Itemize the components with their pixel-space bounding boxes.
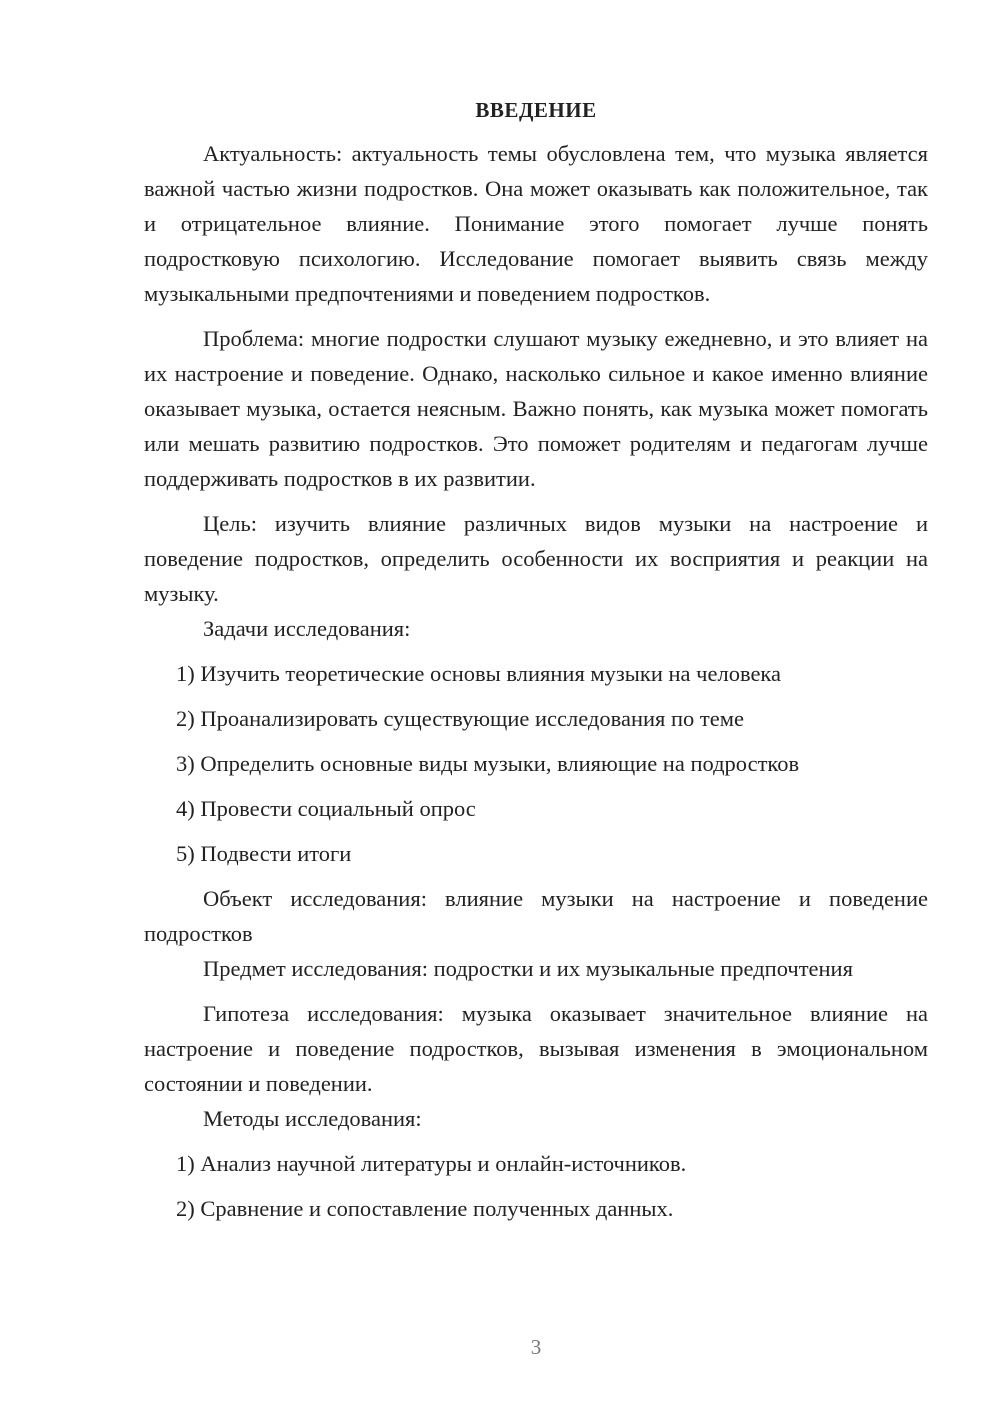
list-item: 2) Проанализировать существующие исследования по теме [176,706,744,731]
problem-paragraph: Проблема: многие подростки слушают музыку ежедневно, и это влияет на их настроение и поведение. Однако, насколько сильное и какое именно влияние оказывает музыка, остается неясным. Важно понять, как музыка может помогать или мешать развитию подростков. Это поможет родителям и педагогам лучше поддерживать подростков в их развитии. [144,326,928,491]
list-item: 1) Изучить теоретические основы влияния музыки на человека [176,661,782,686]
list-item: 1) Анализ научной литературы и онлайн-источников. [176,1151,687,1176]
goal-paragraph: Цель: изучить влияние различных видов музыки на настроение и поведение подростков, определить особенности их восприятия и реакции на музыку. [144,511,928,606]
hypothesis-paragraph: Гипотеза исследования: музыка оказывает значительное влияние на настроение и поведение подростков, вызывая изменения в эмоциональном состоянии и поведении. [144,1001,928,1096]
tasks-list [144,656,928,871]
list-item: 3) Определить основные виды музыки, влияющие на подростков [176,751,800,776]
tasks-heading: Задачи исследования: [203,616,411,641]
relevance-paragraph: Актуальность: актуальность темы обусловлена тем, что музыка является важной частью жизни подростков. Она может оказывать как положительное, так и отрицательное влияние. Понимание этого помогает лучше понять подростковую психологию. Исследование помогает выявить связь между музыкальными предпочтениями и поведением подростков. [144,141,928,306]
list-item: 4) Провести социальный опрос [176,796,476,821]
page-content [144,96,928,1226]
object-paragraph: Объект исследования: влияние музыки на настроение и поведение подростков [144,886,928,946]
methods-heading: Методы исследования: [203,1106,422,1131]
list-item: 5) Подвести итоги [176,841,352,866]
page-title: ВВЕДЕНИЕ [475,98,597,122]
subject-paragraph: Предмет исследования: подростки и их музыкальные предпочтения [203,956,853,981]
methods-list [144,1146,928,1226]
page-number: 3 [530,1335,542,1359]
list-item: 2) Сравнение и сопоставление полученных данных. [176,1196,674,1221]
